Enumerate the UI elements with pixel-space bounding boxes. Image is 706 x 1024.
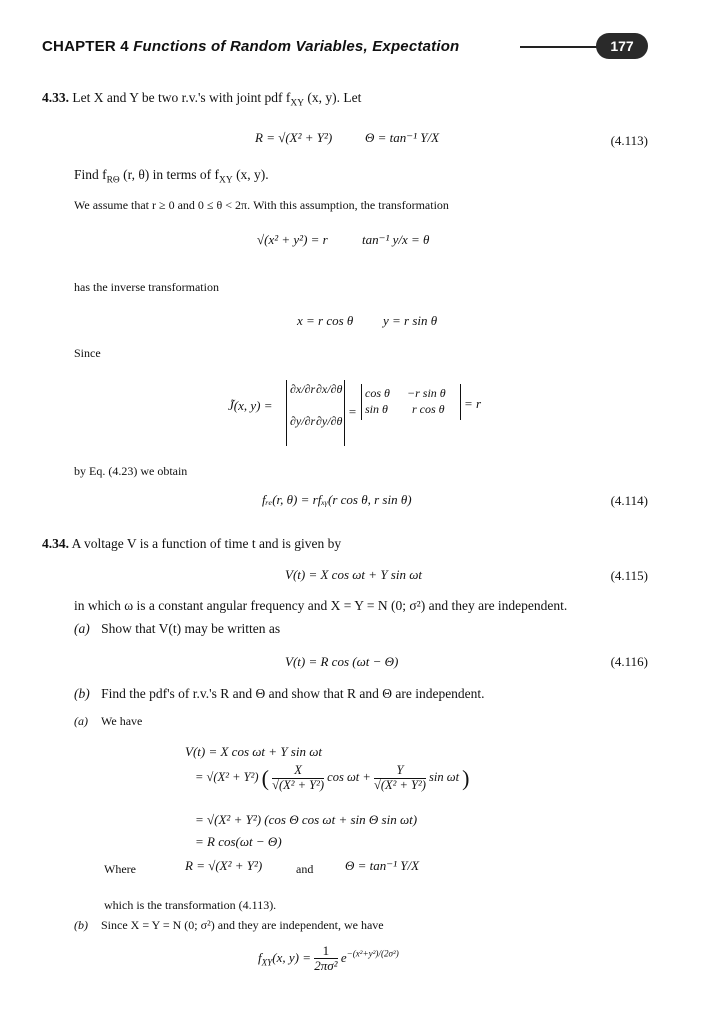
solution-b xyxy=(74,918,384,933)
derivation-line-4: = R cos(ωt − Θ) xyxy=(195,834,282,849)
part-b-statement xyxy=(74,686,485,702)
equation-number-4-113: (4.113) xyxy=(610,133,648,148)
jacobian-entry-22: ∂y/∂θ xyxy=(316,414,343,428)
problem-4-34-statement xyxy=(42,536,341,552)
equation-number-4-116: (4.116) xyxy=(610,654,648,669)
pdf-args: (x, y) = xyxy=(272,949,311,965)
line2-cos: cos ωt + xyxy=(327,770,371,785)
inverse-x: x = r cos θ xyxy=(297,313,354,328)
equation-V2: V(t) = R cos (ωt − Θ) xyxy=(285,654,399,669)
chapter-header xyxy=(42,38,459,55)
fraction-x xyxy=(272,764,324,793)
fraction-y xyxy=(374,764,426,793)
find-sub2: XY xyxy=(219,175,233,186)
jacobian-equals: = xyxy=(348,404,357,419)
solution-a-label: (a) xyxy=(74,714,88,728)
part-a-statement xyxy=(74,621,280,637)
where-label: Where xyxy=(104,862,136,876)
fraction-x-den: √(X² + Y²) xyxy=(272,777,325,792)
line2-sin: sin ωt xyxy=(429,770,460,785)
pdf-den: 2πσ² xyxy=(314,958,338,974)
pdf-exp: −(x²+y²)/(2σ²) xyxy=(346,948,399,959)
jacobian-cos-11: cos θ xyxy=(365,386,390,400)
solution-b-label: (b) xyxy=(74,918,88,932)
determinant-bar-left-2 xyxy=(361,384,362,420)
pdf-fraction xyxy=(314,944,337,974)
inverse-y: y = r sin θ xyxy=(383,313,438,328)
equation-theta: Θ = tan⁻¹ Y/X xyxy=(365,130,440,145)
and-label: and xyxy=(296,862,314,876)
derivation-line-3: = √(X² + Y²) (cos Θ cos ωt + sin Θ sin ωt) xyxy=(195,812,418,827)
solution-b-text: Since X = Y = N (0; σ²) and they are independent, we have xyxy=(101,918,384,932)
derivation-line-2 xyxy=(195,764,470,793)
determinant-bar-right-2 xyxy=(460,384,461,420)
fraction-y-den: √(X² + Y²) xyxy=(373,777,426,792)
equation-V: V(t) = X cos ωt + Y sin ωt xyxy=(285,567,423,582)
joint-pdf-equation xyxy=(258,944,399,974)
left-paren: ( xyxy=(261,765,269,791)
derivation-line-1: V(t) = X cos ωt + Y sin ωt xyxy=(185,744,323,759)
solution-a-text: We have xyxy=(101,714,143,728)
find-mid: (r, θ) in terms of f xyxy=(119,167,220,182)
statement-tail: (x, y). Let xyxy=(304,90,362,105)
equation-number-4-114: (4.114) xyxy=(610,493,648,508)
pdf-f: f xyxy=(258,949,262,965)
part-a-label: (a) xyxy=(74,621,90,636)
problem-number: 4.34. xyxy=(42,536,69,551)
condition-text: in which ω is a constant angular frequency and X = Y = N (0; σ²) and they are independent. xyxy=(74,598,568,613)
result-equation: fᵣₑ(r, θ) = rfₓᵧ(r cos θ, r sin θ) xyxy=(262,492,412,507)
jacobian-rhs: = r xyxy=(464,396,482,411)
where-R: R = √(X² + Y²) xyxy=(185,858,263,873)
find-text: Find f xyxy=(74,167,107,182)
part-b-text: Find the pdf's of r.v.'s R and Θ and show that R and Θ are independent. xyxy=(101,686,485,701)
jacobian-cos-21: sin θ xyxy=(365,402,388,416)
transform-eq-1: √(x² + y²) = r xyxy=(257,232,328,247)
pdf-sub: XY xyxy=(261,957,273,968)
find-tail: (x, y). xyxy=(232,167,269,182)
which-is-text: which is the transformation (4.113). xyxy=(104,898,277,912)
where-theta: Θ = tan⁻¹ Y/X xyxy=(345,858,420,873)
solution-a xyxy=(74,714,142,729)
fraction-y-num: Y xyxy=(374,764,426,779)
inverse-text: has the inverse transformation xyxy=(74,280,219,294)
line2-prefix: = √(X² + Y²) xyxy=(195,770,259,785)
determinant-bar-left-1 xyxy=(286,380,287,446)
fraction-x-num: X xyxy=(272,764,324,779)
equation-R: R = √(X² + Y²) xyxy=(255,130,333,145)
right-paren: ) xyxy=(462,765,470,791)
by-equation-text: by Eq. (4.23) we obtain xyxy=(74,464,188,478)
determinant-bar-right-1 xyxy=(344,380,345,446)
find-statement xyxy=(74,167,269,186)
equation-number-4-115: (4.115) xyxy=(610,568,648,583)
page-number-badge: 177 xyxy=(596,33,648,59)
problem-4-33-statement xyxy=(42,90,361,109)
assumption-text: We assume that r ≥ 0 and 0 ≤ θ < 2π. With this assumption, the transformation xyxy=(74,198,449,212)
pdf-num: 1 xyxy=(314,944,337,959)
statement-text: Let X and Y be two r.v.'s with joint pdf f xyxy=(72,90,291,105)
transform-eq-2: tan⁻¹ y/x = θ xyxy=(362,232,430,247)
chapter-title: Functions of Random Variables, Expectation xyxy=(133,38,460,55)
problem-number: 4.33. xyxy=(42,90,69,105)
part-b-label: (b) xyxy=(74,686,90,701)
jacobian-cos-22: r cos θ xyxy=(412,402,445,416)
jacobian-cos-12: −r sin θ xyxy=(407,386,446,400)
jacobian-entry-11: ∂x/∂r xyxy=(290,382,316,396)
since-text: Since xyxy=(74,346,101,360)
part-a-text: Show that V(t) may be written as xyxy=(101,621,281,636)
statement-sub: XY xyxy=(290,98,305,109)
statement-text: A voltage V is a function of time t and is given by xyxy=(71,536,342,551)
pdf-exp-base: e xyxy=(340,949,347,965)
jacobian-entry-21: ∂y/∂r xyxy=(290,414,316,428)
chapter-label: CHAPTER 4 xyxy=(42,38,129,55)
jacobian-entry-12: ∂x/∂θ xyxy=(316,382,343,396)
jacobian-lhs: J̃(x, y) = xyxy=(228,398,273,413)
find-sub: RΘ xyxy=(106,175,120,186)
